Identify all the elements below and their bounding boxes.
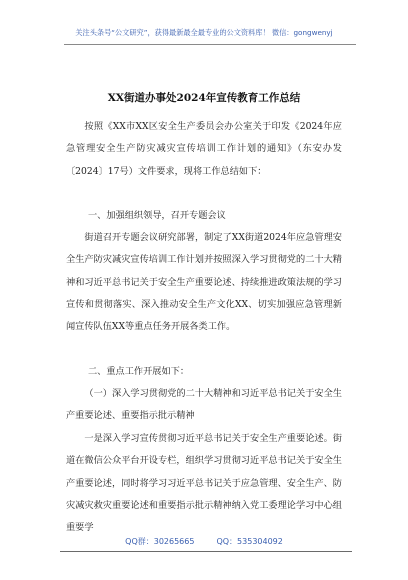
document-title: XX街道办事处2024年宣传教育工作总结 [107,92,301,104]
section-2-subheading-1: （一）深入学习贯彻党的二十大精神和习近平总书记关于安全生产重要论述、重要指示批示精神 [66,388,342,422]
section-1-heading: 一、加强组织领导，召开专题会议 [88,210,226,221]
footer-contact [0,536,408,547]
section-1-paragraph: 街道召开专题会议研究部署，制定了XX街道2024年应急管理安全生产防灾减灾宣传培训工作计划并按照深入学习贯彻党的二十大精神和习近平总书记关于安全生产重要论述、持续推进政策法规的学习宣传和贯彻落实、深入推动安全生产文化XX、切实加强应急管理新闻宣传队伍XX等重点任务开展各类工作。 [66,232,342,333]
header-divider [64,44,356,45]
footer-qq-group: QQ群：30265665 [125,537,195,546]
section-2-paragraph-1: 一是深入学习宣传贯彻习近平总书记关于安全生产重要论述。街道在微信公众平台开设专栏，组织学习贯彻习近平总书记关于安全生产重要论述，同时将学习习近平总书记关于应急管理、安全生产、防灾减灾救灾重要论述和重要指示批示精神纳入党工委理论学习中心组重要学 [66,433,342,534]
section-2-heading: 二、重点工作开展如下： [88,366,190,377]
footer-qq-number: QQ：535304092 [216,537,283,546]
intro-paragraph: 按照《XX市XX区安全生产委员会办公室关于印发《2024年应急管理安全生产防灾减灾宣传培训工作计划的通知》（东安办发〔2024〕17号）文件要求，现将工作总结如下： [66,121,342,177]
header-note: 关注头条号“公文研究”，获得最新最全最专业的公文资料库！ 微信：gongwenyj [75,28,333,37]
footer-divider [60,551,352,552]
